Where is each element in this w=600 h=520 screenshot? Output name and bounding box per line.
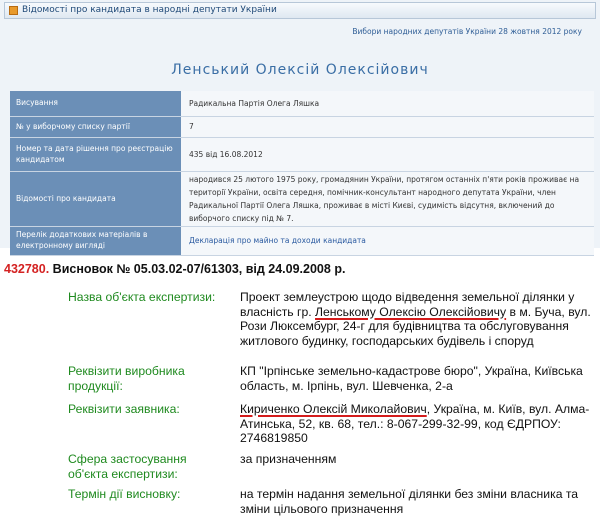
- table-row: [10, 172, 594, 227]
- applicant-value: [240, 402, 592, 446]
- row-value-list-number: 7: [181, 117, 594, 137]
- row-value-materials: [181, 227, 594, 255]
- applicant-label: Реквізити заявника:: [68, 402, 180, 416]
- conclusion-heading: [4, 262, 345, 276]
- row-value-candidate-info: народився 25 лютого 1975 року, громадянин України, протягом останніх п'яти років проживає на території України, освіта середня, помічник-консультант народного депутата України, член Радикальної Партії Олега Ляшка, проживає в місті Києві, судимість відсутня, включений до виборчого списку під № 7.: [181, 172, 594, 226]
- flag-icon: [9, 6, 18, 15]
- row-label-candidate-info: Відомості про кандидата: [10, 172, 181, 226]
- term-label: Термін дії висновку:: [68, 487, 181, 501]
- row-value-nomination: Радикальна Партія Олега Ляшка: [181, 91, 594, 116]
- row-label-materials: Перелік додаткових матеріалів в електронному вигляді: [10, 227, 181, 255]
- applicant-details: , Україна, м. Київ, вул. Алма-Атинська, 52, кв. 68, тел.: 8-067-299-32-99, код ЄДРПОУ: 2746819850: [240, 402, 590, 445]
- declaration-link[interactable]: Декларація про майно та доходи кандидата: [189, 236, 366, 246]
- candidate-header-title: Відомості про кандидата в народні депутати України: [22, 5, 277, 15]
- row-label-nomination: Висування: [10, 91, 181, 116]
- row-label-registration: Номер та дата рішення про реєстрацію кандидатом: [10, 138, 181, 171]
- conclusion-number: 432780.: [4, 262, 50, 276]
- conclusion-title: Висновок № 05.03.02-07/61303, від 24.09.2008 р.: [52, 262, 346, 276]
- table-row: [10, 138, 594, 172]
- candidate-panel: [0, 0, 600, 248]
- object-owner-name: Ленському Олексію Олексійовичу: [315, 304, 507, 319]
- elections-title: Вибори народних депутатів України 28 жовтня 2012 року: [352, 27, 582, 36]
- table-row: [10, 227, 594, 256]
- object-text-end: в м. Буча, вул. Рози Люксембург, 24-г для будівництва та обслуговування житлового будинку, господарських будівель і споруд: [240, 304, 591, 348]
- candidate-info-table: [10, 91, 594, 256]
- object-label: Назва об'єкта експертизи:: [68, 290, 216, 304]
- object-value: [240, 290, 592, 348]
- producer-value: КП "Ірпінське земельно-кадастрове бюро", Україна, Київська область, м. Ірпінь, вул. Шевченка, 2-а: [240, 364, 583, 393]
- object-text-start: Проект землеустрою щодо відведення земельної ділянки у власність гр.: [240, 290, 575, 319]
- table-row: [10, 91, 594, 117]
- scope-label: Сфера застосування об'єкта експертизи:: [68, 452, 187, 481]
- table-row: [10, 117, 594, 138]
- producer-label: Реквізити виробника продукції:: [68, 364, 185, 393]
- row-label-list-number: № у виборчому списку партії: [10, 117, 181, 137]
- term-value: на термін надання земельної ділянки без зміни власника та зміни цільового призначення: [240, 487, 579, 516]
- applicant-name: Кириченко Олексій Миколайович: [240, 402, 427, 416]
- candidate-header-bar: [4, 2, 596, 19]
- scope-value: за призначенням: [240, 452, 337, 466]
- candidate-name: Ленський Олексій Олексійович: [171, 62, 429, 78]
- row-value-registration: 435 від 16.08.2012: [181, 138, 594, 171]
